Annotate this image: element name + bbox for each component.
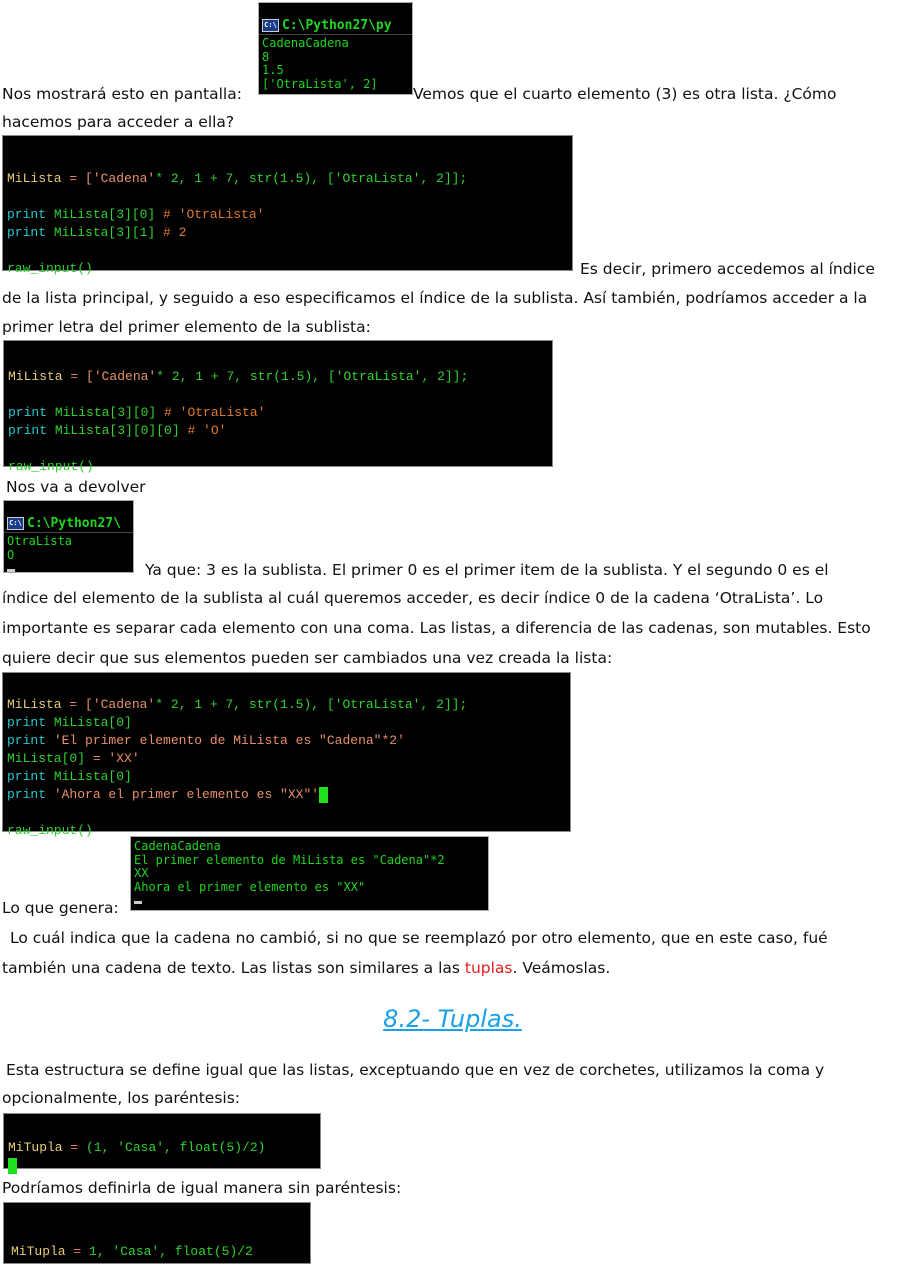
text: primer letra del primer elemento de la sublista: [2, 318, 371, 336]
text: Esta estructura se define igual que las listas, exceptuando que en vez de corchetes, utilizamos la coma y [6, 1061, 825, 1079]
console-titlebar [259, 17, 412, 36]
console-line: OtraLista [7, 534, 73, 548]
cursor [134, 901, 142, 904]
console-output-1 [258, 2, 413, 95]
section-heading[interactable]: 8.2- Tuplas. [383, 1005, 522, 1033]
code: * 2, 1 + 7, str(1.5), ['OtraLista', 2]]; [156, 369, 469, 384]
cmd-icon: C:\ [7, 517, 24, 530]
text: Nos va a devolver [6, 478, 146, 496]
code: MiLista[0] [7, 751, 86, 766]
console-output-3 [130, 836, 489, 911]
console-title: C:\Python27\ [27, 515, 121, 531]
code: print [8, 405, 48, 420]
code: = [61, 171, 86, 186]
text: hacemos para acceder a ella? [2, 113, 235, 131]
text [2, 958, 610, 978]
code: MiLista [7, 697, 62, 712]
code: print [7, 769, 47, 784]
code: print [7, 715, 47, 730]
text: Ya que: 3 es la sublista. El primer 0 es el primer item de la sublista. Y el segundo 0 es el [145, 561, 829, 579]
code-block-1 [2, 135, 573, 276]
console-line: CadenaCadena [262, 36, 349, 50]
code: MiLista[3][0] [46, 207, 164, 222]
code: (1, 'Casa', float(5)/2) [86, 1140, 266, 1155]
console-line: ['OtraLista', 2] [262, 76, 378, 91]
text: quiere decir que sus elementos pueden ser cambiados una vez creada la lista: [2, 649, 613, 667]
code: MiLista[0] [46, 769, 132, 784]
console-line: O [7, 547, 15, 562]
code: print [7, 787, 47, 802]
console-line: XX [134, 866, 149, 880]
code: raw_input() [7, 261, 93, 276]
text-cursor [8, 1158, 17, 1174]
console-line: El primer elemento de MiLista es "Cadena"*2 [134, 852, 445, 867]
text: Lo que genera: [2, 899, 119, 917]
code: MiTupla [8, 1140, 63, 1155]
code-block-5 [3, 1202, 311, 1264]
code: MiLista [7, 171, 62, 186]
text: Podríamos definirla de igual manera sin paréntesis: [2, 1179, 402, 1197]
code: raw_input() [8, 459, 94, 474]
text: Nos mostrará esto en pantalla: [2, 85, 242, 103]
code: = [62, 369, 87, 384]
code: ['Cadena' [86, 369, 157, 384]
code: 'El primer elemento de MiLista es "Cadena"*2' [46, 733, 405, 748]
code: MiLista [8, 369, 63, 384]
cursor [7, 569, 15, 572]
tuplas-link[interactable]: tuplas [464, 959, 513, 977]
code: = [62, 1140, 87, 1155]
code: MiTupla [11, 1244, 66, 1259]
code-block-2 [3, 340, 553, 474]
code: print [8, 423, 48, 438]
code: 'XX' [108, 751, 140, 766]
code: = [61, 697, 86, 712]
text: Es decir, primero accedemos al índice [580, 260, 875, 278]
code: = [85, 751, 109, 766]
code: print [7, 207, 47, 222]
code: raw_input() [7, 823, 93, 838]
text: de la lista principal, y seguido a eso especificamos el índice de la sublista. Así también, podríamos acceder a la [2, 289, 868, 307]
text: también una cadena de texto. Las listas son similares a las [2, 959, 465, 977]
code: # 'OtraLista' [163, 207, 265, 222]
code: MiLista[3][1] [46, 225, 164, 240]
text: Vemos que el cuarto elemento (3) es otra lista. ¿Cómo [413, 85, 837, 103]
console-line: 1.5 [262, 63, 284, 77]
console-title: C:\Python27\py [282, 17, 392, 33]
text: índice del elemento de la sublista al cuál queremos acceder, es decir índice 0 de la cadena ‘OtraLista’. Lo [2, 589, 824, 607]
code: MiLista[3][0] [47, 405, 165, 420]
code: MiLista[3][0][0] [47, 423, 188, 438]
code: # 'OtraLista' [164, 405, 266, 420]
console-titlebar [4, 515, 133, 534]
code: ['Cadena' [85, 171, 156, 186]
code: = [65, 1244, 90, 1259]
code: 'Ahora el primer elemento es "XX"' [46, 787, 320, 802]
code: 1, 'Casa', float(5)/2 [89, 1244, 253, 1259]
console-output-2 [3, 500, 134, 573]
cmd-icon: C:\ [262, 19, 279, 32]
code: MiLista[0] [46, 715, 132, 730]
code-block-4 [3, 1113, 321, 1169]
console-line: 8 [262, 49, 270, 64]
code: * 2, 1 + 7, str(1.5), ['OtraLista', 2]]; [155, 697, 468, 712]
code: print [7, 225, 47, 240]
text: . Veámoslas. [512, 959, 611, 977]
text: Lo cuál indica que la cadena no cambió, si no que se reemplazó por otro elemento, que en este caso, fué [10, 929, 828, 947]
text: opcionalmente, los paréntesis: [2, 1089, 241, 1107]
code: ['Cadena' [85, 697, 156, 712]
console-line: CadenaCadena [134, 839, 221, 853]
text-cursor [319, 787, 328, 803]
text: importante es separar cada elemento con una coma. Las listas, a diferencia de las cadenas, son mutables. Esto [2, 619, 871, 637]
code-block-3 [2, 672, 571, 838]
code: # 'O' [187, 423, 227, 438]
code: * 2, 1 + 7, str(1.5), ['OtraLista', 2]]; [155, 171, 468, 186]
code: print [7, 733, 47, 748]
console-line: Ahora el primer elemento es "XX" [134, 879, 366, 894]
code: # 2 [163, 225, 187, 240]
